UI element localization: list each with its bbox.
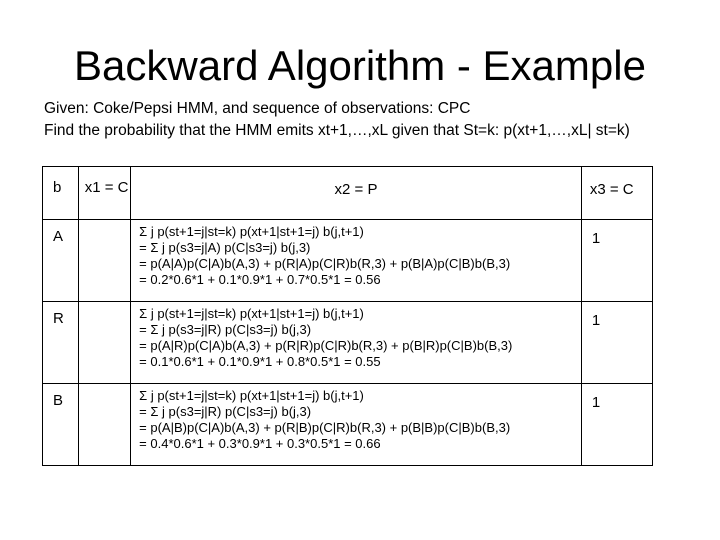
table-header-row	[43, 167, 653, 220]
table-row	[43, 384, 653, 466]
expression-cell	[131, 220, 582, 302]
empty-cell	[78, 302, 130, 384]
expression-cell	[131, 302, 582, 384]
expr-line: = Σ j p(s3=j|R) p(C|s3=j) b(j,3)	[139, 404, 312, 419]
x3-value: 1	[591, 230, 601, 247]
table-row	[43, 220, 653, 302]
empty-cell	[78, 384, 130, 466]
empty-cell	[78, 220, 130, 302]
expression-cell	[131, 384, 582, 466]
state-label: B	[53, 392, 64, 409]
expr-line: = Σ j p(s3=j|A) p(C|s3=j) b(j,3)	[139, 240, 311, 255]
state-label: A	[53, 228, 64, 245]
header-x1: x1 = C	[78, 167, 130, 220]
expr-line: = 0.4*0.6*1 + 0.3*0.9*1 + 0.3*0.5*1 = 0.66	[139, 436, 381, 451]
table-row	[43, 302, 653, 384]
expr-line: = 0.2*0.6*1 + 0.1*0.9*1 + 0.7*0.5*1 = 0.56	[139, 272, 381, 287]
backward-table	[42, 166, 653, 466]
expr-line: = p(A|B)p(C|A)b(A,3) + p(R|B)p(C|R)b(R,3) + p(B|B)p(C|B)b(B,3)	[139, 420, 511, 435]
slide-title: Backward Algorithm - Example	[74, 42, 646, 89]
given-text	[44, 98, 630, 142]
given-line-1: Given: Coke/Pepsi HMM, and sequence of observations: CPC	[44, 100, 471, 117]
header-x2: x2 = P	[131, 167, 582, 220]
expr-line: = Σ j p(s3=j|R) p(C|s3=j) b(j,3)	[139, 322, 312, 337]
expr-line: = p(A|A)p(C|A)b(A,3) + p(R|A)p(C|R)b(R,3) + p(B|A)p(C|B)b(B,3)	[139, 256, 511, 271]
x3-value: 1	[591, 312, 601, 329]
expr-line: = 0.1*0.6*1 + 0.1*0.9*1 + 0.8*0.5*1 = 0.55	[139, 354, 381, 369]
expr-line: Σ j p(st+1=j|st=k) p(xt+1|st+1=j) b(j,t+1)	[139, 306, 364, 321]
header-b: b	[43, 167, 79, 220]
header-x3: x3 = C	[581, 167, 652, 220]
expr-line: Σ j p(st+1=j|st=k) p(xt+1|st+1=j) b(j,t+1)	[139, 224, 364, 239]
expr-line: Σ j p(st+1=j|st=k) p(xt+1|st+1=j) b(j,t+1)	[139, 388, 364, 403]
expr-line: = p(A|R)p(C|A)b(A,3) + p(R|R)p(C|R)b(R,3) + p(B|R)p(C|B)b(B,3)	[139, 338, 513, 353]
state-label: R	[53, 310, 64, 327]
given-line-2: Find the probability that the HMM emits xt+1,…,xL given that St=k: p(xt+1,…,xL| st=k)	[44, 122, 630, 139]
x3-value: 1	[591, 394, 601, 411]
